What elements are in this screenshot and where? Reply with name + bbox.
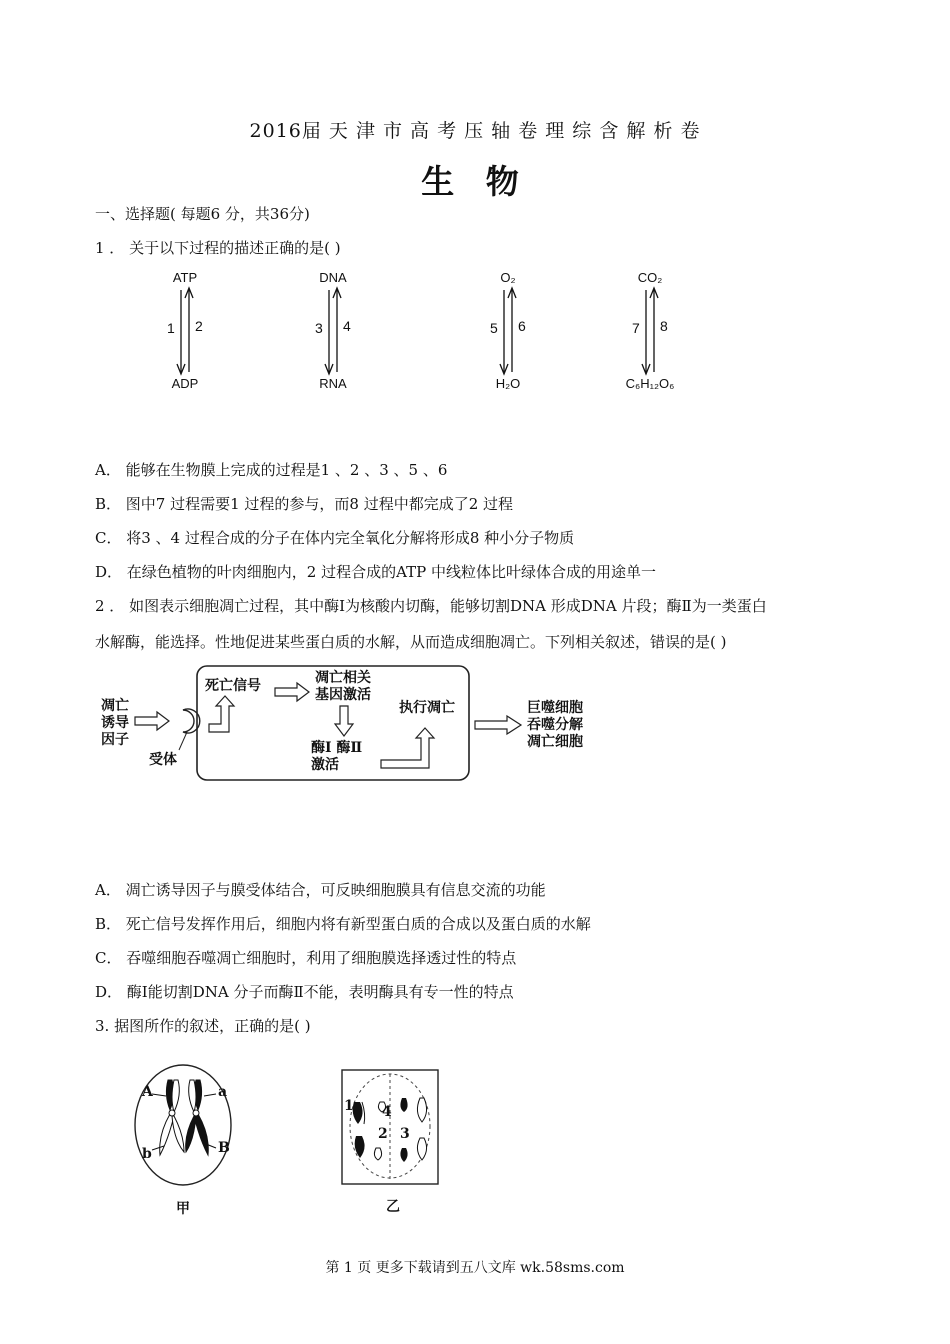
q3-figure-yi — [340, 1068, 444, 1218]
cycle-2 — [293, 268, 373, 396]
receptor-text: 受体 — [149, 752, 177, 768]
yi-label-4: 4 — [382, 1104, 392, 1120]
q2-stem-line2: 水解酶，能选择。性地促进某些蛋白质的水解，从而造成细胞凋亡。下列相关叙述，错误的是( ) — [95, 633, 727, 651]
cycle-up-number: 4 — [343, 318, 351, 334]
cycle-up-number: 8 — [660, 318, 668, 334]
q1-stem: 1 ． 关于以下过程的描述正确的是( ) — [95, 239, 341, 257]
enzymes-text: 酶Ⅰ 酶Ⅱ 激活 — [311, 740, 363, 773]
q2-option-c: C． 吞噬细胞吞噬凋亡细胞时，利用了细胞膜选择透过性的特点 — [95, 949, 517, 967]
inducer-arrow — [135, 712, 169, 730]
cycle-bottom-label: RNA — [319, 376, 347, 391]
q2-option-b: B． 死亡信号发挥作用后，细胞内将有新型蛋白质的合成以及蛋白质的水解 — [95, 915, 591, 933]
q3-figure-jia — [128, 1060, 238, 1220]
cycle-3 — [468, 268, 548, 396]
cycle-down-number: 7 — [632, 320, 640, 336]
q2-stem-line1: 2 ． 如图表示细胞凋亡过程，其中酶Ⅰ为核酸内切酶，能够切割DNA 形成DNA 片段；酶Ⅱ为一类蛋白 — [95, 597, 767, 615]
yi-label-1: 1 — [344, 1098, 354, 1114]
cycle-top-label: CO₂ — [637, 270, 663, 285]
q2-option-d: D． 酶Ⅰ能切割DNA 分子而酶Ⅱ不能，表明酶具有专一性的特点 — [95, 983, 514, 1001]
output-arrow — [475, 716, 521, 734]
q2-figure — [95, 664, 615, 786]
cell-yi-drawing — [340, 1068, 444, 1188]
inducer-text: 凋亡 诱导 因子 — [101, 698, 129, 748]
q2-option-a: A． 凋亡诱导因子与膜受体结合，可反映细胞膜具有信息交流的功能 — [95, 881, 546, 899]
cycle-bottom-label: ADP — [171, 376, 199, 391]
execute-text: 执行凋亡 — [399, 700, 455, 716]
page-footer: 第 1 页 更多下载请到五八文库 wk.58sms.com — [325, 1260, 625, 1276]
bent-arrow-up — [209, 696, 234, 732]
cycle-bottom-label: C₆H₁₂O₆ — [625, 376, 675, 391]
cycle-up-number: 2 — [195, 318, 203, 334]
q1-option-c: C． 将3 、4 过程合成的分子在体内完全氧化分解将形成8 种小分子物质 — [95, 529, 575, 547]
q1-figure — [0, 268, 950, 398]
section-heading: 一、选择题( 每题6 分，共36分) — [95, 205, 310, 223]
cycle-up-number: 6 — [518, 318, 526, 334]
q3-stem: 3. 据图所作的叙述，正确的是( ) — [95, 1017, 311, 1035]
cycle-top-label: DNA — [319, 270, 347, 285]
bent-arrow-execute — [381, 728, 434, 768]
death-signal-text: 死亡信号 — [205, 678, 261, 694]
cycle-top-label: ATP — [172, 270, 198, 285]
q1-option-d: D． 在绿色植物的叶肉细胞内，2 过程合成的ATP 中线粒体比叶绿体合成的用途单一 — [95, 563, 656, 581]
jia-caption: 甲 — [176, 1201, 190, 1217]
down-arrow — [335, 706, 353, 736]
cycle-down-number: 3 — [315, 320, 323, 336]
cycle-bottom-label: H₂O — [495, 376, 521, 391]
signal-arrow — [275, 683, 309, 701]
cycle-down-number: 5 — [490, 320, 498, 336]
cycle-1 — [145, 268, 225, 396]
q1-option-a: A． 能够在生物膜上完成的过程是1 、2 、3 、5 、6 — [95, 461, 448, 479]
receptor-pointer — [179, 732, 187, 750]
yi-caption: 乙 — [386, 1199, 400, 1215]
subject-title: 生 物 — [421, 162, 529, 201]
jia-label-A: A — [142, 1084, 153, 1100]
jia-label-b: b — [142, 1146, 152, 1162]
macrophage-text: 巨噬细胞 吞噬分解 凋亡细胞 — [527, 700, 583, 750]
cycle-4 — [610, 268, 690, 396]
yi-label-2: 2 — [378, 1126, 388, 1142]
gene-activation-text: 凋亡相关 基因激活 — [315, 670, 371, 703]
cell-jia-drawing — [128, 1060, 238, 1190]
cycle-down-number: 1 — [167, 320, 175, 336]
document-title: 2016届 天 津 市 高 考 压 轴 卷 理 综 含 解 析 卷 — [249, 120, 701, 142]
jia-label-a: a — [218, 1084, 228, 1100]
cycle-top-label: O₂ — [500, 270, 516, 285]
jia-label-B: B — [218, 1140, 230, 1156]
yi-label-3: 3 — [400, 1126, 410, 1142]
q1-option-b: B． 图中7 过程需要1 过程的参与，而8 过程中都完成了2 过程 — [95, 495, 514, 513]
